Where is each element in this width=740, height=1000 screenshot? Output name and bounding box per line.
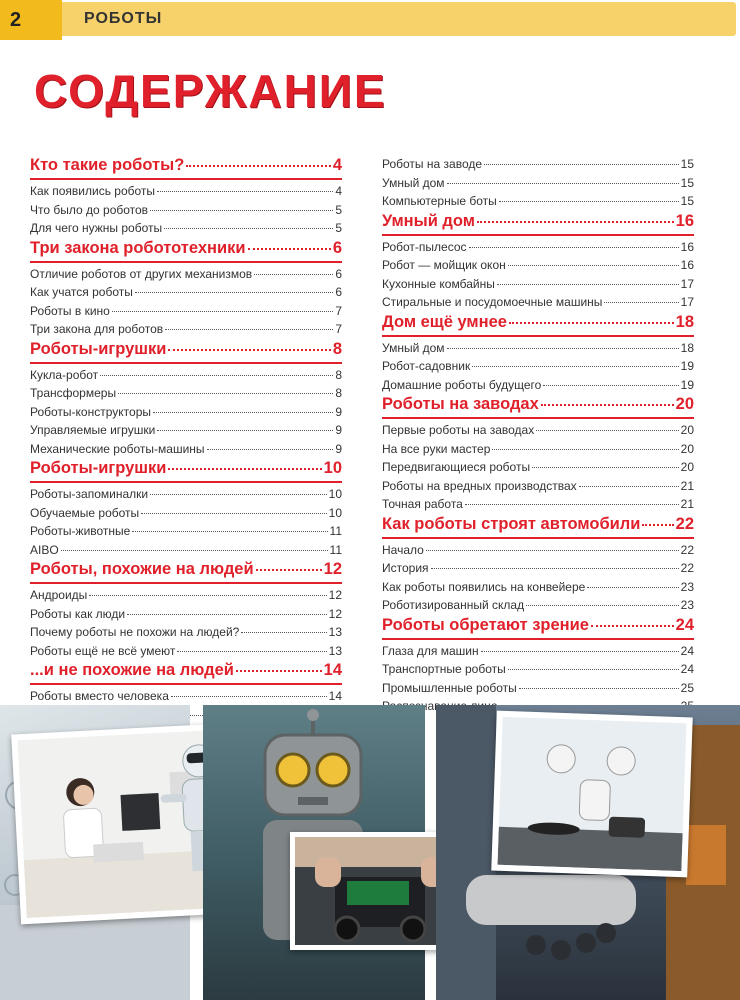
- toc-leader-dots: [254, 274, 333, 275]
- toc-entry: [382, 293, 694, 312]
- toc-leader-dots: [484, 164, 679, 165]
- toc-leader-dots: [508, 669, 679, 670]
- toc-entry-title: Трансформеры: [30, 386, 117, 400]
- toc-page-number: 24: [680, 662, 694, 676]
- toc-entry-title: Начало: [382, 542, 424, 557]
- toc-entry-title: На все руки мастер: [382, 441, 491, 456]
- toc-chapter-block: [382, 394, 694, 419]
- toc-entry-title: История: [382, 561, 429, 575]
- toc-entry-title: Роботы на вредных производствах: [382, 478, 577, 493]
- toc-leader-dots: [112, 311, 333, 312]
- toc-page-number: 18: [675, 312, 694, 331]
- toc-entry-title: Домашние роботы будущего: [382, 377, 542, 392]
- toc-page-number: 20: [680, 423, 694, 437]
- toc-page-number: 4: [335, 184, 342, 198]
- toc-entry-title: Кукла-робот: [30, 367, 99, 382]
- toc-chapter-heading: [30, 155, 342, 175]
- toc-chapter-block: [30, 660, 342, 685]
- toc-leader-dots: [89, 595, 326, 596]
- toc-page-number: 20: [675, 395, 694, 413]
- toc-entry-title: Робот-пылесос: [382, 239, 467, 254]
- toc-entry-title: Что было до роботов: [30, 202, 149, 217]
- toc-entry: [30, 605, 342, 624]
- toc-page-number: 24: [680, 643, 694, 658]
- toc-page-number: 17: [680, 276, 694, 291]
- toc-entry: [382, 642, 694, 661]
- toc-chapter-block: [382, 312, 694, 337]
- toc-entry-title: Умный дом: [382, 211, 475, 230]
- page-number: 2: [0, 0, 62, 40]
- toc-entry: [30, 403, 342, 422]
- toc-page-number: 23: [680, 579, 694, 594]
- toc-page-number: 6: [335, 266, 342, 281]
- toc-entry-title: Три закона для роботов: [30, 322, 164, 336]
- toc-entry-title: Кто такие роботы?: [30, 156, 185, 174]
- toc-leader-dots: [135, 292, 333, 293]
- toc-leader-dots: [132, 531, 327, 532]
- toc-entry-title: Роботы-игрушки: [30, 339, 167, 358]
- toc-page-number: 10: [328, 487, 342, 501]
- toc-leader-dots: [543, 385, 678, 386]
- toc-chapter-heading: [382, 615, 694, 635]
- toc-page-number: 14: [328, 689, 342, 703]
- toc-entry-title: Умный дом: [382, 340, 445, 355]
- toc-leader-dots: [248, 248, 331, 250]
- toc-right-column: [382, 155, 694, 716]
- toc-entry-title: Роботы как люди: [30, 606, 126, 621]
- toc-entry: [382, 155, 694, 174]
- toc-entry-title: Как роботы появились на конвейере: [382, 579, 586, 594]
- toc-entry-title: Как учатся роботы: [30, 285, 133, 299]
- toc-entry-title: Роботы-запоминалки: [30, 487, 149, 501]
- page-header: [0, 0, 740, 40]
- toc-entry: [382, 440, 694, 459]
- toc-chapter-heading: [30, 458, 342, 478]
- toc-leader-dots: [61, 550, 328, 551]
- toc-entry-title: Три закона робототехники: [30, 238, 246, 257]
- toc-entry: [382, 679, 694, 698]
- toc-page-number: 22: [680, 542, 694, 557]
- toc-leader-dots: [118, 393, 333, 394]
- toc-leader-dots: [165, 329, 333, 330]
- toc-leader-dots: [157, 430, 333, 431]
- toc-leader-dots: [642, 524, 673, 526]
- toc-entry: [382, 421, 694, 440]
- toc-leader-dots: [499, 201, 679, 202]
- kitchen-robot-photo-frame: [491, 711, 692, 878]
- toc-page-number: 12: [328, 588, 342, 602]
- toc-entry-title: Умный дом: [382, 175, 445, 190]
- toc-chapter-block: [30, 155, 342, 180]
- toc-entry-title: Механические роботы-машины: [30, 441, 205, 456]
- toc-entry-title: ...и не похожие на людей: [30, 661, 234, 679]
- toc-entry-title: Кухонные комбайны: [382, 276, 495, 291]
- toc-entry: [30, 504, 342, 523]
- toc-entry-title: Обучаемые роботы: [30, 505, 140, 520]
- toc-entry: [30, 366, 342, 385]
- toc-entry: [382, 357, 694, 376]
- toc-entry-title: Почему роботы не похожи на людей?: [30, 625, 240, 639]
- toc-entry: [382, 174, 694, 193]
- toc-leader-dots: [519, 688, 679, 689]
- toc-entry-title: Роботы на заводе: [382, 157, 483, 171]
- toc-entry-title: Транспортные роботы: [382, 662, 506, 676]
- toc-page-number: 10: [323, 459, 342, 477]
- toc-leader-dots: [509, 322, 674, 324]
- toc-page-number: 8: [335, 386, 342, 400]
- toc-entry: [382, 495, 694, 514]
- toc-leader-dots: [447, 348, 679, 349]
- toc-page-number: 17: [680, 295, 694, 309]
- toc-leader-dots: [150, 494, 327, 495]
- toc-entry-title: AIBO: [30, 542, 59, 557]
- toc-leader-dots: [508, 265, 679, 266]
- toc-entry-title: Роботы в кино: [30, 303, 110, 318]
- toc-entry: [382, 275, 694, 294]
- toc-entry: [30, 384, 342, 403]
- toc-entry-title: Робот-садовник: [382, 359, 471, 373]
- toc-leader-dots: [431, 568, 679, 569]
- toc-page-number: 9: [335, 404, 342, 419]
- toc-entry: [30, 421, 342, 440]
- toc-page-number: 9: [335, 441, 342, 456]
- toc-chapter-heading: [30, 660, 342, 680]
- toc-chapter-heading: [30, 238, 342, 258]
- toc-entry-title: Для чего нужны роботы: [30, 221, 163, 235]
- toc-page-number: 7: [335, 303, 342, 318]
- toc-entry: [382, 596, 694, 615]
- toc-entry: [382, 559, 694, 578]
- toc-leader-dots: [526, 605, 679, 606]
- section-title: РОБОТЫ: [62, 2, 736, 36]
- toc-leader-dots: [492, 449, 678, 450]
- toc-entry: [30, 485, 342, 504]
- toc-entry-title: Роботы-животные: [30, 524, 131, 538]
- toc-entry: [382, 578, 694, 597]
- toc-chapter-block: [30, 238, 342, 263]
- toc-entry: [382, 192, 694, 211]
- toc-page-number: 5: [335, 202, 342, 217]
- toc-page-number: 4: [332, 156, 342, 174]
- toc-leader-dots: [168, 349, 330, 351]
- toc-entry-title: Андроиды: [30, 588, 88, 602]
- toc-chapter-heading: [382, 211, 694, 231]
- toc-page-number: 7: [335, 322, 342, 336]
- toc-entry-title: Роботы-конструкторы: [30, 404, 151, 419]
- toc-entry-title: Как роботы строят автомобили: [382, 514, 641, 533]
- toc-page-number: 20: [680, 460, 694, 474]
- toc-leader-dots: [579, 486, 679, 487]
- toc-chapter-heading: [30, 339, 342, 359]
- toc-entry: [30, 623, 342, 642]
- toc-chapter-heading: [30, 559, 342, 579]
- toc-entry-title: Управляемые игрушки: [30, 423, 156, 437]
- toc-page-number: 15: [680, 157, 694, 171]
- toc-leader-dots: [141, 513, 326, 514]
- toc-entry: [30, 283, 342, 302]
- toc-page-number: 13: [328, 625, 342, 639]
- toc-page-number: 16: [675, 211, 694, 230]
- toc-entry: [382, 541, 694, 560]
- toc-leader-dots: [497, 284, 679, 285]
- toc-chapter-block: [30, 559, 342, 584]
- toc-entry-title: Роботы, похожие на людей: [30, 560, 254, 578]
- toc-leader-dots: [426, 550, 679, 551]
- toc-entry: [30, 440, 342, 459]
- toc-page-number: 23: [680, 598, 694, 612]
- toc-entry: [30, 586, 342, 605]
- toc-page-number: 11: [329, 524, 342, 538]
- toc-page-number: 15: [680, 194, 694, 208]
- toc-leader-dots: [207, 449, 334, 450]
- toc-entry-title: Компьютерные боты: [382, 194, 497, 208]
- toc-page-number: 9: [335, 423, 342, 437]
- toc-entry-title: Глаза для машин: [382, 643, 479, 658]
- toc-page-number: 19: [680, 359, 694, 373]
- toc-leader-dots: [591, 625, 674, 627]
- toc-leader-dots: [541, 404, 674, 406]
- toc-chapter-block: [30, 458, 342, 483]
- toc-entry-title: Стиральные и посудомоечные машины: [382, 295, 603, 309]
- toc-entry: [30, 182, 342, 201]
- toc-leader-dots: [604, 302, 678, 303]
- toc-entry-title: Роботы-игрушки: [30, 459, 167, 477]
- toc-leader-dots: [472, 366, 678, 367]
- toc-page-number: 22: [675, 514, 694, 533]
- toc-leader-dots: [164, 228, 333, 229]
- toc-entry: [382, 477, 694, 496]
- toc-entry-title: Роботы обретают зрение: [382, 615, 589, 634]
- toc-entry: [382, 376, 694, 395]
- toc-entry: [30, 302, 342, 321]
- toc-entry-title: Передвигающиеся роботы: [382, 460, 531, 474]
- toc-page-number: 15: [680, 175, 694, 190]
- toc-leader-dots: [256, 569, 322, 571]
- toc-leader-dots: [465, 504, 679, 505]
- toc-leader-dots: [177, 651, 326, 652]
- toc-chapter-block: [382, 211, 694, 236]
- toc-left-column: [30, 155, 342, 724]
- toc-entry-title: Точная работа: [382, 497, 463, 511]
- toc-leader-dots: [241, 632, 326, 633]
- toc-chapter-heading: [382, 514, 694, 534]
- toc-entry-title: Дом ещё умнее: [382, 312, 507, 331]
- toc-page-number: 6: [332, 238, 342, 257]
- toc-entry: [382, 339, 694, 358]
- toc-page-number: 20: [680, 441, 694, 456]
- toc-page-number: 24: [675, 615, 694, 634]
- toc-chapter-block: [382, 514, 694, 539]
- page-title: СОДЕРЖАНИЕ: [34, 65, 387, 117]
- toc-page-number: 25: [680, 680, 694, 695]
- toc-page-number: 22: [680, 561, 694, 575]
- toc-entry-title: Отличие роботов от других механизмов: [30, 266, 253, 281]
- toc-page-number: 13: [328, 643, 342, 658]
- toc-entry: [30, 320, 342, 339]
- toc-leader-dots: [236, 670, 322, 672]
- toc-chapter-block: [382, 615, 694, 640]
- toc-leader-dots: [100, 375, 333, 376]
- toc-leader-dots: [168, 468, 321, 470]
- toc-entry: [30, 522, 342, 541]
- toc-entry: [30, 541, 342, 560]
- toc-leader-dots: [477, 221, 674, 223]
- toc-chapter-heading: [382, 394, 694, 414]
- toc-leader-dots: [447, 183, 679, 184]
- toc-chapter-block: [30, 339, 342, 364]
- toc-entry-title: Первые роботы на заводах: [382, 423, 535, 437]
- toc-leader-dots: [532, 467, 679, 468]
- toc-entry-title: Роботы на заводах: [382, 395, 539, 413]
- toc-leader-dots: [186, 165, 331, 167]
- toc-leader-dots: [481, 651, 679, 652]
- toc-page-number: 10: [328, 505, 342, 520]
- toc-leader-dots: [469, 247, 679, 248]
- toc-entry: [382, 238, 694, 257]
- toc-entry: [30, 219, 342, 238]
- toc-page-number: 8: [335, 367, 342, 382]
- toc-page-number: 21: [680, 497, 694, 511]
- toc-chapter-heading: [382, 312, 694, 332]
- toc-leader-dots: [150, 210, 333, 211]
- toc-entry: [30, 201, 342, 220]
- toc-leader-dots: [127, 614, 327, 615]
- toc-page-number: 16: [680, 239, 694, 254]
- toc-entry-title: Как появились роботы: [30, 184, 156, 198]
- toc-entry-title: Робот — мойщик окон: [382, 258, 506, 272]
- photo-collage: [0, 700, 740, 1000]
- toc-leader-dots: [153, 412, 333, 413]
- toc-page-number: 6: [335, 285, 342, 299]
- toc-entry-title: Роботы вместо человека: [30, 689, 169, 703]
- toc-page-number: 21: [680, 478, 694, 493]
- toc-page-number: 12: [328, 606, 342, 621]
- toc-page-number: 18: [680, 340, 694, 355]
- toc-page-number: 11: [329, 542, 342, 557]
- toc-page-number: 8: [332, 339, 342, 358]
- toc-leader-dots: [171, 696, 327, 697]
- toc-entry: [382, 660, 694, 679]
- toc-entry: [382, 458, 694, 477]
- toc-entry: [382, 256, 694, 275]
- toc-page-number: 5: [335, 221, 342, 235]
- toc-leader-dots: [157, 191, 333, 192]
- toc-entry-title: Роботы ещё не всё умеют: [30, 643, 176, 658]
- toc-entry-title: Роботизированный склад: [382, 598, 525, 612]
- toc-leader-dots: [587, 587, 678, 588]
- toc-entry-title: Промышленные роботы: [382, 680, 517, 695]
- toc-page-number: 19: [680, 377, 694, 392]
- toc-page-number: 12: [323, 560, 342, 578]
- toc-page-number: 14: [323, 661, 342, 679]
- toc-leader-dots: [536, 430, 678, 431]
- toc-entry: [30, 265, 342, 284]
- toc-page-number: 16: [680, 258, 694, 272]
- toc-entry: [30, 642, 342, 661]
